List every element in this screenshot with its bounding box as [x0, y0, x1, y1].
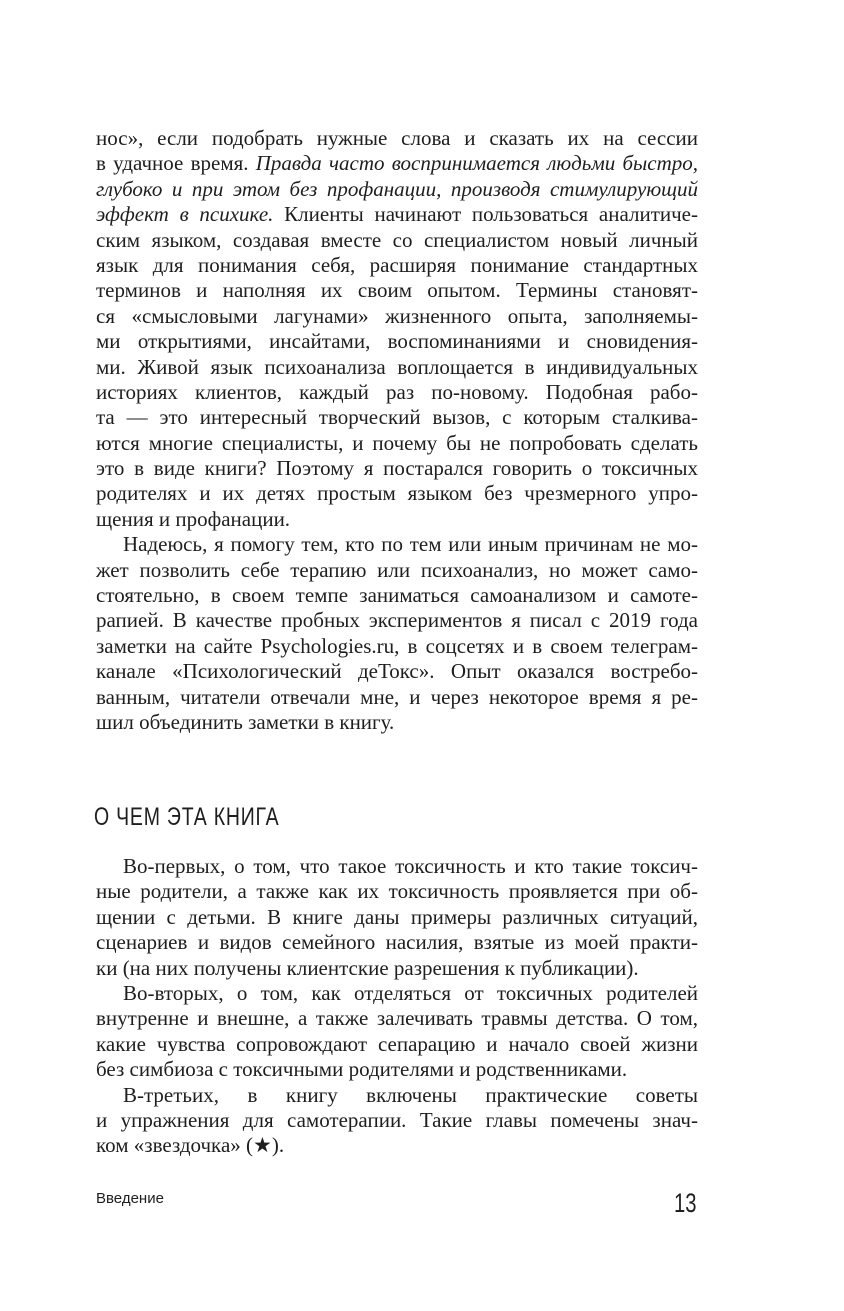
book-contents-paragraphs — [96, 854, 698, 1159]
text-line — [96, 431, 698, 456]
text-line — [96, 981, 698, 1006]
text-line — [96, 1057, 698, 1082]
text-line — [96, 1032, 698, 1057]
text-segment: в удачное время. — [96, 151, 256, 176]
text-line — [96, 879, 698, 904]
text-segment: нос», если подобрать нужные слова и сказать их на сессии — [96, 126, 698, 150]
section-heading: О ЧЕМ ЭТА КНИГА — [94, 803, 280, 831]
text-line — [96, 659, 698, 684]
text-segment: сценариев и видов семейного насилия, взятые из моей практи- — [96, 930, 698, 955]
text-segment: это в виде книги? Поэтому я постарался говорить о токсичных — [96, 456, 698, 481]
text-line — [96, 228, 698, 253]
running-footer-section: Введение — [96, 1190, 164, 1207]
text-segment: родителях и их детях простым языком без чрезмерного упро- — [96, 481, 698, 506]
text-line — [96, 905, 698, 930]
text-line — [96, 1006, 698, 1031]
text-segment: жет позволить себе терапию или психоанализ, но может само- — [96, 557, 698, 582]
text-line — [96, 930, 698, 955]
text-segment: та — это интересный творческий вызов, с которым сталкива- — [96, 405, 698, 430]
text-segment: ются многие специалисты, и почему бы не попробовать сделать — [96, 430, 698, 455]
text-line — [96, 202, 698, 227]
italic-text: глубоко и при этом без профанации, производя стимулирующий — [96, 176, 698, 201]
text-segment: щении с детьми. В книге даны примеры различных ситуаций, — [96, 904, 698, 929]
text-line — [96, 405, 698, 430]
text-segment: ванным, читатели отвечали мне, и через некоторое время я ре- — [96, 684, 698, 709]
text-line — [96, 685, 698, 710]
text-segment: рапией. В качестве пробных экспериментов я писал с 2019 года — [96, 608, 698, 633]
text-segment: стоятельно, в своем темпе заниматься самоанализом и самоте- — [96, 583, 698, 608]
text-line — [96, 329, 698, 354]
text-line — [96, 854, 698, 879]
text-segment: ми. Живой язык психоанализа воплощается в индивидуальных — [96, 354, 698, 379]
text-line — [96, 583, 698, 608]
text-line — [96, 710, 698, 735]
text-segment: ком «звездочка» (★). — [96, 1133, 285, 1158]
text-line — [96, 304, 698, 329]
text-segment: В-третьих, в книгу включены практические советы — [123, 1082, 698, 1107]
text-line — [96, 634, 698, 659]
text-segment: терминов и наполняя их своим опытом. Термины становят- — [96, 278, 698, 303]
text-segment: внутренне и внешне, а также залечивать травмы детства. О том, — [96, 1006, 698, 1031]
text-line — [96, 278, 698, 303]
text-segment: щения и профанации. — [96, 506, 291, 531]
italic-text: эффект в психике. — [96, 202, 274, 227]
text-line — [96, 956, 698, 981]
text-segment: ми открытиями, инсайтами, воспоминаниями и сновидения- — [96, 329, 698, 354]
text-line — [96, 456, 698, 481]
text-line — [96, 532, 698, 557]
text-line — [96, 1133, 698, 1158]
page-number: 13 — [674, 1188, 697, 1218]
text-segment: ные родители, а также как их токсичность проявляется при об- — [96, 879, 698, 904]
text-line — [96, 253, 698, 278]
text-line — [96, 1108, 698, 1133]
text-segment: Клиенты начинают пользоваться аналитиче- — [273, 202, 698, 227]
text-segment: Во-вторых, о том, как отделяться от токсичных родителей — [123, 980, 698, 1005]
text-line — [96, 558, 698, 583]
text-segment: шил объединить заметки в книгу. — [96, 709, 395, 734]
italic-text: Правда часто воспринимается людьми быстро, — [255, 151, 698, 176]
text-segment: без симбиоза с токсичными родителями и родственниками. — [96, 1057, 628, 1082]
text-segment: и упражнения для самотерапии. Такие главы помечены знач- — [96, 1107, 698, 1132]
intro-paragraphs — [96, 126, 698, 735]
text-segment: ским языком, создавая вместе со специалистом новый личный — [96, 227, 698, 252]
text-line — [96, 380, 698, 405]
text-segment: историях клиентов, каждый раз по-новому. Подобная рабо- — [96, 379, 698, 404]
text-segment: ся «смысловыми лагунами» жизненного опыта, заполняемы- — [96, 303, 698, 328]
text-segment: ки (на них получены клиентские разрешения к публикации). — [96, 955, 639, 980]
text-segment: Надеюсь, я помогу тем, кто по тем или иным причинам не мо- — [123, 532, 698, 557]
text-line — [96, 355, 698, 380]
text-segment: канале «Психологический деТокс». Опыт оказался востребо- — [96, 659, 698, 684]
text-line — [96, 177, 698, 202]
text-line — [96, 608, 698, 633]
text-segment: какие чувства сопровождают сепарацию и начало своей жизни — [96, 1031, 698, 1056]
text-line — [96, 481, 698, 506]
text-line — [96, 126, 698, 151]
text-line — [96, 1083, 698, 1108]
text-segment: заметки на сайте Psychologies.ru, в соцсетях и в своем телеграм- — [96, 633, 698, 658]
text-segment: Во-первых, о том, что такое токсичность и кто такие токсич- — [123, 854, 698, 878]
text-segment: язык для понимания себя, расширяя понимание стандартных — [96, 252, 698, 277]
text-line — [96, 151, 698, 176]
text-line — [96, 507, 698, 532]
